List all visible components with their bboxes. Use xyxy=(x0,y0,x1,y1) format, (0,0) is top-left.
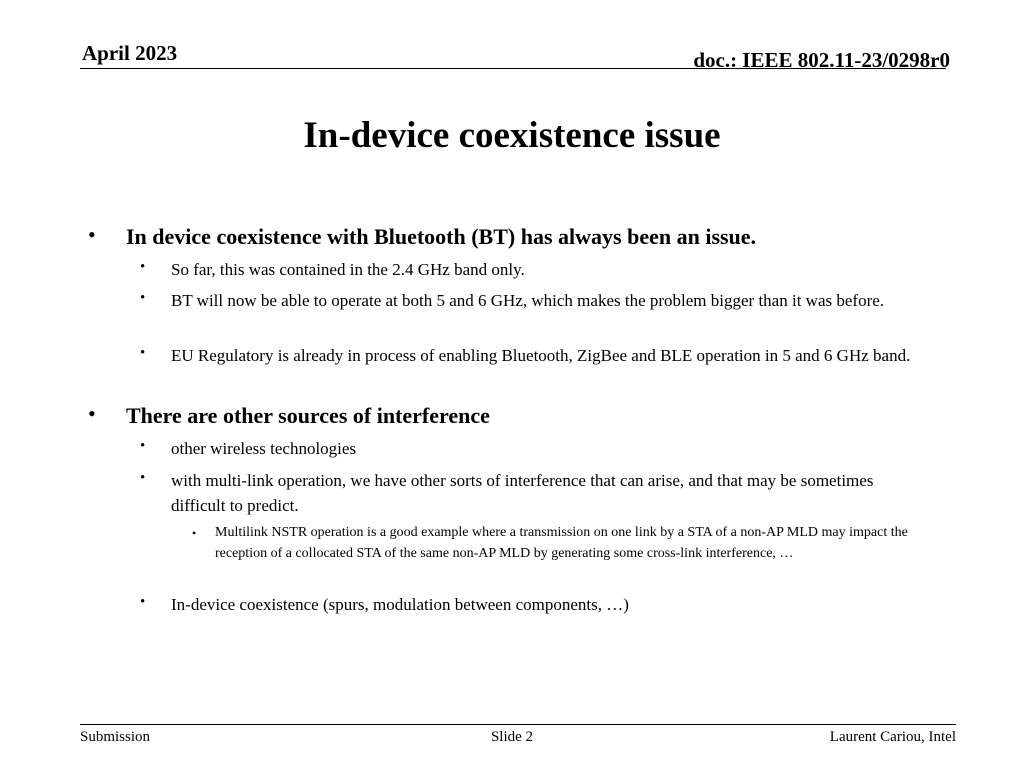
bullet-wireless-tech: other wireless technologies xyxy=(171,439,357,458)
bullet-marker: • xyxy=(140,345,146,361)
header-date: April 2023 xyxy=(82,41,178,65)
bullet-marker: • xyxy=(88,222,96,247)
bullet-other-interference: There are other sources of interference xyxy=(126,403,490,428)
footer-slide-number: Slide 2 xyxy=(490,729,534,745)
bullet-in-device-spurs: In-device coexistence (spurs, modulation between components, …) xyxy=(171,595,629,614)
footer-author: Laurent Cariou, Intel xyxy=(829,729,956,745)
slide-title: In-device coexistence issue xyxy=(303,115,721,156)
bullet-multilink-interference: with multi-link operation, we have other sorts of interference that can arise, and that may be sometimes difficult to predict. xyxy=(171,471,874,515)
header-divider xyxy=(80,68,946,69)
bullet-nstr-example: Multilink NSTR operation is a good example where a transmission on one link by a STA of a non-AP MLD may impact the reception of a collocated STA of the same non-AP MLD by generating some cross-link interference, … xyxy=(215,525,908,561)
footer-divider xyxy=(80,724,956,725)
bullet-eu-regulatory: EU Regulatory is already in process of enabling Bluetooth, ZigBee and BLE operation in 5 and 6 GHz band. xyxy=(171,346,911,365)
bullet-marker: • xyxy=(140,438,146,454)
bullet-marker: • xyxy=(140,290,146,306)
bullet-5-6ghz-problem: BT will now be able to operate at both 5 and 6 GHz, which makes the problem bigger than it was before. xyxy=(171,291,885,310)
bullet-marker: • xyxy=(192,526,197,540)
bullet-marker: • xyxy=(140,470,146,486)
header-doc-id: doc.: IEEE 802.11-23/0298r0 xyxy=(693,48,950,72)
bullet-marker: • xyxy=(140,594,146,610)
bullet-24ghz-only: So far, this was contained in the 2.4 GHz band only. xyxy=(171,260,525,279)
bullet-marker: • xyxy=(88,401,96,426)
footer-submission: Submission xyxy=(80,729,151,745)
bullet-bluetooth-issue: In device coexistence with Bluetooth (BT) has always been an issue. xyxy=(126,224,757,249)
bullet-marker: • xyxy=(140,259,146,275)
